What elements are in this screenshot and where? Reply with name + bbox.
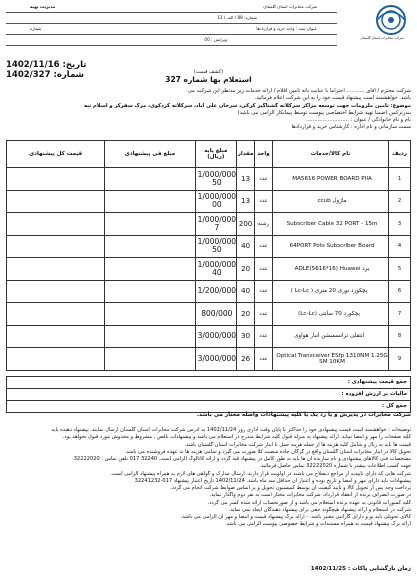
item-offer-price: [105, 280, 195, 303]
intro-line: بندرترکمن (ضمنا تهیه شرایط اختصاصی پیوست توسط پیمانکار الزامی می باشد): [237, 109, 411, 116]
intro-line: سمت سازمانی و نام اداره : کارشناس خرید و قراردادها: [291, 124, 411, 131]
terms-line: قیمت ها باید به ریال و شامل کلیه هزینه ها از جمله هزینه حمل تا انبار شرکت مخابرات استان گلستان باشد.: [184, 441, 411, 448]
item-qty: 200: [237, 213, 255, 236]
table-row: [7, 348, 411, 371]
item-offer-price: [105, 325, 195, 348]
item-total-price: [7, 280, 105, 303]
row-number: 1: [389, 168, 411, 191]
table-row: [7, 168, 411, 191]
item-desc: Subscriber Cable 32 PORT - 15m: [272, 213, 388, 236]
item-total-price: [7, 190, 105, 213]
table-row: [7, 190, 411, 213]
item-unit: عدد: [255, 168, 273, 191]
intro-text: [6, 88, 411, 132]
col-unit: واحد: [255, 141, 273, 168]
document-header: [0, 0, 417, 62]
row-number: 3: [389, 213, 411, 236]
company-top: شرکت مخابرات استان گلستان: [263, 4, 317, 9]
intro-line: نام و نام خانوادگی / عنوان : ..........................: [306, 117, 411, 124]
total-row: جمع قیمت پیشنهادی :: [6, 376, 411, 389]
item-total-price: [7, 213, 105, 236]
item-unit: عدد: [255, 235, 273, 258]
col-offer-price: مبلغ فی پیشنهادی: [105, 141, 195, 168]
item-desc: پچکورد نوری 20 متری ( Lc-Lc ): [272, 280, 388, 303]
terms-line: کالای تحویلی باید نو و دارای گارانتی معتبر باشد. - ارائه برگ پیشنهاد قیمت و امضا و مهر آن الزامی می باشد.: [180, 514, 411, 520]
item-desc: ADLE(5616*16) Huawei برد: [272, 258, 388, 281]
item-qty: 13: [237, 168, 255, 191]
item-total-price: [7, 168, 105, 191]
col-row: ردیف: [389, 141, 411, 168]
intro-line: موضوع: تامین ملزومات جهت توسعه مراکز سرکلاته گشتاگیر کرکی، سرخان علی آباد، سرکلاته کردکوی، مرگ سفرکز و اسلام تپه: [83, 102, 411, 109]
terms-line: جهت کسب اطلاعات بیشتر با شماره 32222020 تماس حاصل فرمائید.: [259, 463, 411, 470]
intro-line: شرکت محترم / آقای ........... احتراماً با عنایت بانه تامین اقلام / ارائه خدمات زیر مدنظر این شرکت می: [187, 88, 411, 94]
item-base-price: 1/000/000 7: [195, 213, 236, 236]
item-qty: 40: [237, 235, 255, 258]
note-text: شرکت مخابرات در پذیرش و یا رد یک یا کلیه پیشنهادات واصله مختار می باشد.: [196, 412, 411, 418]
terms-line: شرکت هایی که دارای تاییدیه از مراجع ذیصلاح می باشند در اولویت قرار دارند. ارسال مدارک و گواهی های لازم به همراه پیشنهاد الزامی است.: [110, 470, 411, 477]
table-row: [7, 303, 411, 326]
item-qty: 20: [237, 303, 255, 326]
title-main: استعلام بها شماره 327: [165, 75, 252, 84]
row-number: 6: [389, 280, 411, 303]
item-base-price: 1/000/000 40: [195, 258, 236, 281]
item-offer-price: [105, 235, 195, 258]
item-qty: 40: [237, 280, 255, 303]
col-desc: نام کالا/خدمات: [272, 141, 388, 168]
terms-line: توضیحات : خواهشمند است قیمت پیشنهادی خود را حداکثر تا پایان وقت اداری روز 1402/11/24 به آدرس شرکت مخابرات استان گلستان ارسال نمایند. پیشنهاد دهنده باید: [51, 427, 411, 433]
number-line: [6, 70, 116, 80]
item-desc: انتقلی ترانسمیشن انبار هواوی: [272, 325, 388, 348]
row-number: 9: [389, 348, 411, 371]
table-row: [7, 280, 411, 303]
terms-line: کلیه کسورات قانونی به عهده برنده استعلام می باشد و از صورتحساب ارائه شده کسر می گردد.: [207, 499, 411, 506]
item-qty: 30: [237, 325, 255, 348]
item-total-price: [7, 303, 105, 326]
item-base-price: 1/200/000: [195, 280, 236, 303]
row-number: 5: [389, 258, 411, 281]
table-header-row: [7, 141, 411, 168]
revision-label: ویرایش : 00: [204, 37, 227, 42]
table-row: [7, 235, 411, 258]
doc-number-label: شماره: [30, 26, 42, 31]
item-offer-price: [105, 168, 195, 191]
item-base-price: 3/000/000: [195, 348, 236, 371]
item-desc: Optical Transceiver ESfp 1310NM 1.25G SM 10KM: [272, 348, 388, 371]
org-name: شرکت مخابرات استان گلستان: [360, 36, 404, 40]
item-desc: ccub ماژول: [272, 190, 388, 213]
item-qty: 13: [237, 190, 255, 213]
company-logo-icon: [363, 2, 413, 38]
date-line: [6, 60, 116, 70]
items-table: [6, 140, 411, 371]
terms-line: کلیه صفحات را مهر و امضا نماید. ارائه پیشنهاد به منزله قبول کلیه شرایط مندرج در استعلام می باشد و پیشنهادات ناقص ، مشروط و مخدوش مورد قبول نخواهد بود.: [62, 434, 411, 441]
item-total-price: [7, 325, 105, 348]
terms-line: تحویل کالا در انبار مخابرات استان گلستان واقع در گرگان جاده شصت کلا صورت می گیرد و تمامی هزینه ها به عهده فروشنده می باشد.: [124, 448, 411, 455]
row-number: 2: [389, 190, 411, 213]
row-number: 7: [389, 303, 411, 326]
summary-block: [6, 376, 411, 413]
number-value: 1402/327: [6, 70, 51, 80]
item-base-price: 800/000: [195, 303, 236, 326]
item-base-price: 1/000/000 50: [195, 235, 236, 258]
terms-text: [6, 427, 411, 529]
item-base-price: 3/000/000: [195, 325, 236, 348]
item-unit: عدد: [255, 280, 273, 303]
vat-row: مالیات بر ارزش افزوده :: [6, 389, 411, 401]
item-total-price: [7, 258, 105, 281]
form-number: شماره: 88 / الف / 13: [217, 15, 257, 20]
row-number: 4: [389, 235, 411, 258]
col-base-price: مبلغ پایه (ریال): [195, 141, 236, 168]
item-qty: 26: [237, 348, 255, 371]
terms-line: شرکت در استعلام و ارائه پیشنهاد هیچگونه حقی برای پیشنهاد دهندگان ایجاد نمی نماید.: [228, 506, 411, 513]
col-qty: مقدار: [237, 141, 255, 168]
col-total-price: قیمت کل پیشنهادی: [7, 141, 105, 168]
item-unit: عدد: [255, 190, 273, 213]
intro-line: باشد. خواهشمند است پیشنهاد قیمت خود را به این شرکت اعلام فرمائید.: [254, 95, 411, 102]
terms-line: ارائه برگ پیشنهاد قیمت به همراه مستندات و شرایط خصوصی پیوست الزامی می باشد.: [225, 521, 411, 528]
item-offer-price: [105, 303, 195, 326]
item-qty: 20: [237, 258, 255, 281]
date-block: [6, 60, 116, 80]
item-total-price: [7, 235, 105, 258]
terms-line: مشخصات فنی کالاهای پیشنهادی و نام سازنده آن ها باید به طور کامل در پیشنهاد قید گردد و ارائه کاتالوگ الزامی است. 32240 017 تلفن تماس : 32222020: [73, 456, 411, 462]
item-offer-price: [105, 348, 195, 371]
table-row: [7, 325, 411, 348]
unit-label: عنوان سند : واحد خرید و قراردادها: [256, 26, 317, 31]
item-desc: پچکورد 70 سانتی (Lc-Lc): [272, 303, 388, 326]
item-unit: عدد: [255, 303, 273, 326]
date-value: 1402/11/16: [6, 60, 60, 70]
item-unit: رشته: [255, 213, 273, 236]
title-sub: (کشف قیمت): [193, 69, 224, 75]
item-desc: MA5616 POWER BOARD PIIA: [272, 168, 388, 191]
terms-line: در صورت انصراف برنده از انعقاد قرارداد، شرکت مخابرات مختار است به نفر دوم واگذار نماید.: [209, 492, 411, 499]
date-label: تاریخ:: [62, 60, 87, 70]
item-total-price: [7, 348, 105, 371]
grand-total-row: جمع کل :: [6, 401, 411, 413]
item-offer-price: [105, 190, 195, 213]
terms-line: پیشنهادات باید دارای مهر و امضا و تاریخ بوده و اعتبار آن حداقل سه ماه باشد. 1402/11/24 تاریخ اعتبار پیشنهاد 017-32241232: [134, 477, 411, 484]
item-unit: عدد: [255, 258, 273, 281]
table-row: [7, 258, 411, 281]
opening-date: زمان بازگشایی پاکات : 1402/11/25: [310, 566, 411, 572]
item-offer-price: [105, 213, 195, 236]
item-base-price: 1/000/000 50: [195, 168, 236, 191]
number-label: شماره:: [53, 70, 85, 80]
table-row: [7, 213, 411, 236]
item-desc: 64PORT Pots Subscriber Board: [272, 235, 388, 258]
item-base-price: 1/000/000 00: [195, 190, 236, 213]
item-offer-price: [105, 258, 195, 281]
row-number: 8: [389, 325, 411, 348]
terms-line: پرداخت وجه پس از تحویل کالا و تایید کیفیت آن توسط کمیسیون تحویل و بر اساس ضوابط شرکت انجام می گردد.: [170, 485, 411, 491]
form-label: مدیریت تهیه: [30, 4, 56, 9]
item-unit: عدد: [255, 348, 273, 371]
document-title: [110, 69, 307, 84]
item-unit: عدد: [255, 325, 273, 348]
